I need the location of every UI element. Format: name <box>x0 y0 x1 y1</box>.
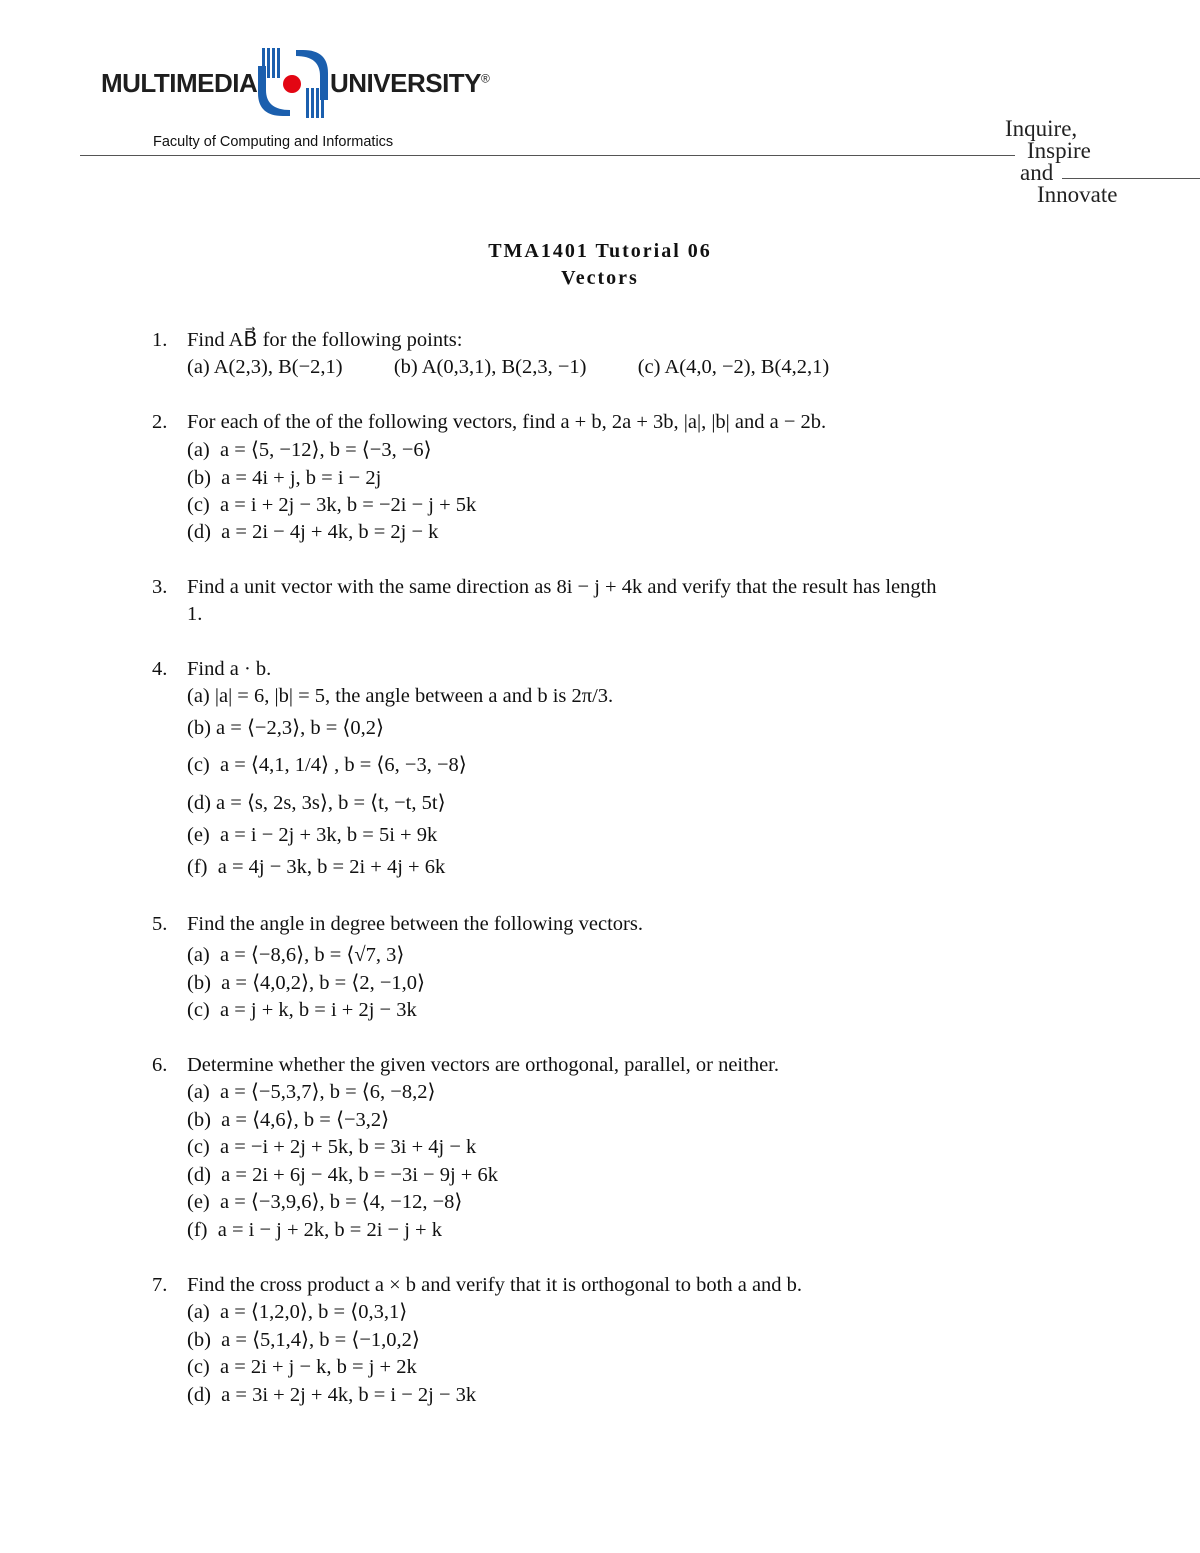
question-6 <box>0 825 1200 1241</box>
question-number: 1. <box>152 329 168 351</box>
logo-text-right <box>330 68 489 99</box>
question-line: (b) a = ⟨4,0,2⟩, b = ⟨2, −1,0⟩ <box>187 972 426 994</box>
registered-mark: ® <box>481 71 490 86</box>
question-line: (c) a = j + k, b = i + 2j − 3k <box>187 999 417 1021</box>
question-line: (b) a = 4i + j, b = i − 2j <box>187 467 382 489</box>
university-emblem-icon <box>258 48 328 118</box>
logo-text-left: MULTIMEDIA <box>101 68 258 98</box>
header-divider <box>80 155 1015 156</box>
logo-university-label: UNIVERSITY <box>330 68 482 98</box>
question-line: (d) a = 2i − 4j + 4k, b = 2j − k <box>187 521 439 543</box>
question-line: (c) a = 2i + j − k, b = j + 2k <box>187 1356 417 1378</box>
tagline-inquire: Inquire, <box>1005 116 1078 141</box>
question-line: (b) a = ⟨−2,3⟩, b = ⟨0,2⟩ <box>187 717 385 739</box>
tagline-and: and <box>1020 160 1054 185</box>
question-line: Find a unit vector with the same direction as 8i − j + 4k and verify that the result has length <box>187 576 937 598</box>
question-line: For each of the of the following vectors, find a + b, 2a + 3b, |a|, |b| and a − 2b. <box>187 411 827 433</box>
question-line: (c) a = i + 2j − 3k, b = −2i − j + 5k <box>187 494 477 516</box>
tutorial-subtitle: Vectors <box>561 267 639 289</box>
question-line: (a) a = ⟨1,2,0⟩, b = ⟨0,3,1⟩ <box>187 1301 408 1323</box>
question-line: (a) |a| = 6, |b| = 5, the angle between a and b is 2π/3. <box>187 685 614 707</box>
tagline-innovate: Innovate <box>1037 182 1118 207</box>
question-line: Find a · b. <box>187 658 272 680</box>
question-line: (c) a = ⟨4,1, 1/4⟩ , b = ⟨6, −3, −8⟩ <box>187 754 467 776</box>
question-line: (d) a = 3i + 2j + 4k, b = i − 2j − 3k <box>187 1384 477 1406</box>
tagline-inspire: Inspire <box>1027 138 1091 163</box>
question-line: (c) a = −i + 2j + 5k, b = 3i + 4j − k <box>187 1136 477 1158</box>
question-line: Find AB⃗ for the following points: <box>187 329 463 351</box>
question-line: 1. <box>187 603 203 625</box>
question-4 <box>0 413 1200 878</box>
tagline-divider <box>1062 178 1200 179</box>
question-line: (b) a = ⟨4,6⟩, b = ⟨−3,2⟩ <box>187 1109 390 1131</box>
question-line: (e) a = ⟨−3,9,6⟩, b = ⟨4, −12, −8⟩ <box>187 1191 463 1213</box>
question-number: 4. <box>152 658 168 680</box>
question-line: (b) a = ⟨5,1,4⟩, b = ⟨−1,0,2⟩ <box>187 1329 420 1351</box>
question-number: 6. <box>152 1054 168 1076</box>
question-line: Find the angle in degree between the following vectors. <box>187 913 643 935</box>
question-line: Find the cross product a × b and verify that it is orthogonal to both a and b. <box>187 1274 803 1296</box>
question-number: 7. <box>152 1274 168 1296</box>
faculty-name: Faculty of Computing and Informatics <box>153 134 394 150</box>
question-number: 5. <box>152 913 168 935</box>
question-line: (a) A(2,3), B(−2,1) (b) A(0,3,1), B(2,3, −1) (c) A(4,0, −2), B(4,2,1) <box>187 356 830 378</box>
question-line: (f) a = i − j + 2k, b = 2i − j + k <box>187 1219 442 1241</box>
question-line: (a) a = ⟨5, −12⟩, b = ⟨−3, −6⟩ <box>187 439 432 461</box>
question-line: (a) a = ⟨−5,3,7⟩, b = ⟨6, −8,2⟩ <box>187 1081 436 1103</box>
question-line: (d) a = 2i + 6j − 4k, b = −3i − 9j + 6k <box>187 1164 498 1186</box>
question-number: 3. <box>152 576 168 598</box>
question-number: 2. <box>152 411 168 433</box>
question-line: Determine whether the given vectors are orthogonal, parallel, or neither. <box>187 1054 779 1076</box>
question-line: (d) a = ⟨s, 2s, 3s⟩, b = ⟨t, −t, 5t⟩ <box>187 792 446 814</box>
question-line: (e) a = i − 2j + 3k, b = 5i + 9k <box>187 824 438 846</box>
question-line: (f) a = 4j − 3k, b = 2i + 4j + 6k <box>187 856 446 878</box>
question-line: (a) a = ⟨−8,6⟩, b = ⟨√7, 3⟩ <box>187 944 405 966</box>
tutorial-title: TMA1401 Tutorial 06 <box>488 240 712 262</box>
question-7 <box>0 1073 1200 1406</box>
